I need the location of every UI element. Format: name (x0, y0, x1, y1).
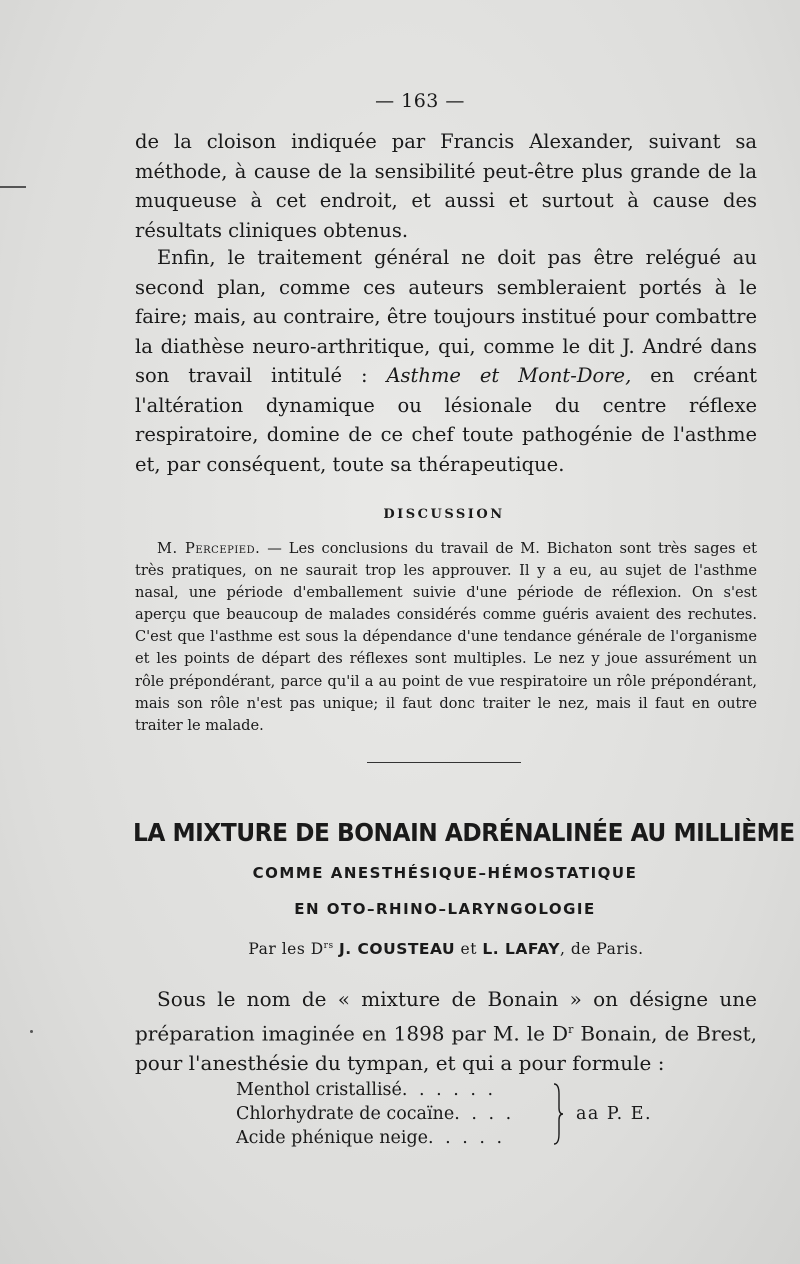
body-paragraph (135, 243, 757, 479)
article-subtitle: COMME ANESTHÉSIQUE–HÉMOSTATIQUE (252, 864, 638, 882)
ingredient-name: Acide phénique neige (236, 1128, 429, 1148)
author-name: J. COUSTEAU (339, 940, 456, 958)
right-brace-icon (552, 1082, 564, 1146)
dot-leader: . . . . (454, 1104, 515, 1124)
discussion-text (135, 538, 757, 737)
formula-note: aa P. E. (576, 1104, 653, 1124)
intro-text-start: Sous le nom de « mixture de Bonain » on désigne une préparation imaginée en 1898 par M. le D (135, 987, 757, 1046)
discussion-statement: — Les conclusions du travail de M. Bichaton sont très sages et très pratiques, on ne saurait trop les approuver. Il y a eu, au sujet de l'asthme nasal, une période d'emballement suivie d'une période de réflexion. On s'est aperçu que beaucoup de malades considérés comme guéris avaient des rechutes. C'est que l'asthme est sous la dépendance d'une tendance générale de l'organisme et les points de départ des réflexes sont multiples. Le nez y joue assurément un rôle prépondérant, parce qu'il a au point de vue respiratoire un rôle prépondérant, mais son rôle n'est pas unique; il faut donc traiter le nez, mais il faut en outre traiter le malade. (135, 540, 757, 734)
paragraph-text-end: en créant l'altération dynamique ou lésionale du centre réflexe respiratoire, domine de ce chef toute pathogénie de l'asthme et, par conséquent, toute sa thérapeutique. (135, 364, 757, 476)
article-title: LA MIXTURE DE BONAIN ADRÉNALINÉE AU MILLIÈME (133, 818, 795, 847)
intro-text-end: Bonain, de Brest, pour l'anesthésie du tympan, et qui a pour formule : (135, 1021, 758, 1075)
author-name: L. LAFAY (482, 940, 560, 958)
page-number: — 163 — (375, 90, 465, 112)
dot-leader: . . . . . . (401, 1080, 497, 1100)
paragraph-text: de la cloison indiquée par Francis Alexander, suivant sa méthode, à cause de la sensibilité peut-être plus grande de la muqueuse à cet endroit, et aussi et surtout à cause des résultats cliniques obtenus. (135, 130, 757, 242)
discussion-heading: DISCUSSION (383, 507, 505, 522)
paragraph-text-start: Enfin, le traitement général ne doit pas être relégué au second plan, comme ces auteurs sembleraient portés à le faire; mais, au contraire, être toujours institué pour combattre la diathèse neuro-arthritique, qui, comme le dit J. André dans son travail intitulé : (135, 246, 757, 387)
intro-superscript: r (568, 1022, 574, 1036)
article-intro (135, 985, 757, 1078)
discussion-speaker: M. Percepied. (157, 540, 261, 557)
margin-mark (0, 186, 26, 188)
article-authors (0, 940, 800, 958)
article-subtitle: EN OTO–RHINO–LARYNGOLOGIE (294, 900, 596, 918)
authors-prefix-superscript: rs (323, 940, 334, 951)
authors-joiner: et (455, 940, 483, 958)
authors-prefix: Par les D (248, 940, 324, 958)
ingredient-name: Menthol cristallisé (236, 1080, 402, 1100)
authors-suffix: , de Paris. (559, 940, 644, 958)
paragraph-text (135, 243, 757, 479)
dot-leader: . . . . . (428, 1128, 506, 1148)
section-separator (367, 762, 521, 763)
cited-work-title: Asthme et Mont-Dore, (386, 364, 632, 387)
body-paragraph (135, 127, 757, 245)
ingredient-name: Chlorhydrate de cocaïne (236, 1104, 455, 1124)
formula-row (236, 1126, 666, 1150)
intro-text (135, 985, 757, 1078)
formula-row (236, 1078, 666, 1102)
margin-dot (30, 1030, 33, 1033)
formula-block (236, 1078, 666, 1150)
